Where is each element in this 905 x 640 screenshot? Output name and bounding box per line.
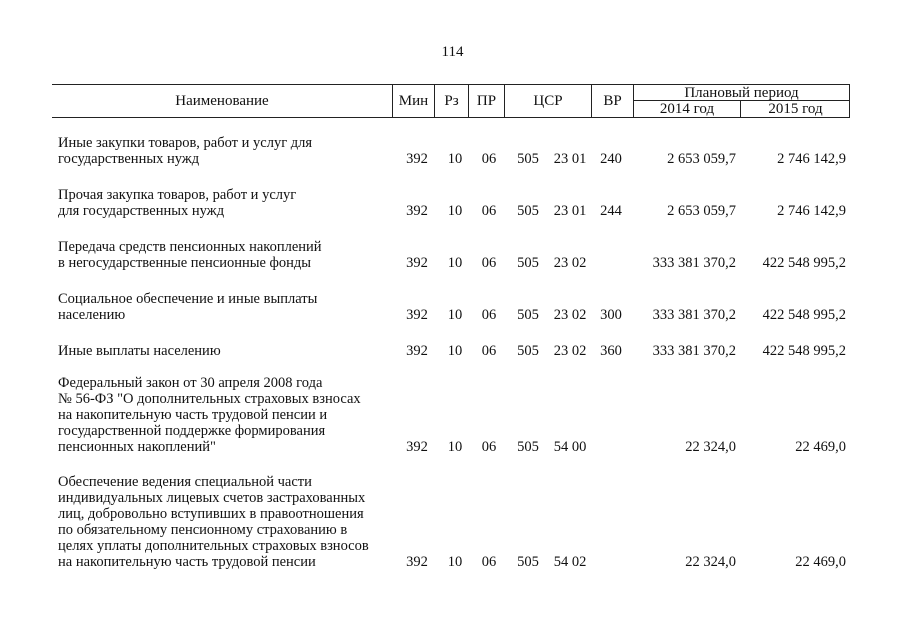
row-name-line: в негосударственные пенсионные фонды	[58, 255, 312, 271]
cell-min: 392	[406, 307, 428, 323]
row-name-line: пенсионных накоплений"	[58, 439, 216, 455]
header-pr: ПР	[476, 92, 497, 109]
row-name-line: Обеспечение ведения специальной части	[58, 474, 312, 490]
cell-pr: 06	[481, 439, 497, 455]
cell-csr-code: 23 02	[553, 307, 587, 323]
cell-rz: 10	[447, 151, 463, 167]
cell-min: 392	[406, 554, 428, 570]
cell-rz: 10	[447, 255, 463, 271]
row-name-line: Федеральный закон от 30 апреля 2008 года	[58, 375, 323, 391]
cell-vr: 360	[600, 343, 622, 359]
cell-vr: 300	[600, 307, 622, 323]
cell-csr-code: 23 02	[553, 343, 587, 359]
cell-min: 392	[406, 439, 428, 455]
row-name	[58, 135, 398, 167]
header-name: Наименование	[175, 92, 269, 109]
row-name	[58, 239, 398, 271]
table-header	[52, 84, 850, 118]
cell-2014: 2 653 059,7	[667, 203, 736, 219]
cell-csr-prefix: 505	[517, 343, 539, 359]
cell-min: 392	[406, 203, 428, 219]
cell-min: 392	[406, 151, 428, 167]
cell-min: 392	[406, 343, 428, 359]
cell-2015: 22 469,0	[795, 554, 846, 570]
header-vr: ВР	[603, 92, 622, 109]
row-name-line: № 56-ФЗ "О дополнительных страховых взносах	[58, 391, 361, 407]
cell-csr-prefix: 505	[517, 151, 539, 167]
cell-pr: 06	[481, 151, 497, 167]
row-name-line: для государственных нужд	[58, 203, 225, 219]
cell-2015: 422 548 995,2	[762, 307, 846, 323]
row-name-line: на накопительную часть трудовой пенсии и	[58, 407, 328, 423]
cell-2014: 333 381 370,2	[652, 343, 736, 359]
cell-2014: 22 324,0	[685, 554, 736, 570]
cell-2015: 422 548 995,2	[762, 255, 846, 271]
cell-pr: 06	[481, 307, 497, 323]
row-name-line: населению	[58, 307, 126, 323]
cell-pr: 06	[481, 203, 497, 219]
cell-2015: 2 746 142,9	[777, 203, 846, 219]
row-name-line: индивидуальных лицевых счетов застрахованных	[58, 490, 366, 506]
cell-pr: 06	[481, 255, 497, 271]
cell-csr-code: 23 02	[553, 255, 587, 271]
page-number: 114	[441, 44, 464, 60]
row-name-line: Иные выплаты населению	[58, 343, 221, 359]
header-rz: Рз	[444, 92, 459, 109]
cell-rz: 10	[447, 343, 463, 359]
cell-csr-code: 23 01	[553, 203, 587, 219]
cell-2015: 422 548 995,2	[762, 343, 846, 359]
row-name	[58, 375, 398, 455]
row-name-line: Прочая закупка товаров, работ и услуг	[58, 187, 297, 203]
cell-rz: 10	[447, 203, 463, 219]
row-name-line: на накопительную часть трудовой пенсии	[58, 554, 316, 570]
cell-csr-prefix: 505	[517, 255, 539, 271]
cell-2014: 333 381 370,2	[652, 307, 736, 323]
row-name-line: государственной поддержке формирования	[58, 423, 326, 439]
cell-2015: 2 746 142,9	[777, 151, 846, 167]
cell-pr: 06	[481, 343, 497, 359]
cell-2014: 2 653 059,7	[667, 151, 736, 167]
header-year-2014: 2014 год	[659, 101, 715, 117]
row-name-line: государственных нужд	[58, 151, 200, 167]
cell-rz: 10	[447, 307, 463, 323]
cell-csr-prefix: 505	[517, 439, 539, 455]
header-csr: ЦСР	[533, 92, 563, 109]
cell-vr: 240	[600, 151, 622, 167]
cell-csr-code: 54 02	[553, 554, 587, 570]
row-name	[58, 474, 398, 570]
cell-2014: 22 324,0	[685, 439, 736, 455]
header-divider	[849, 85, 850, 117]
header-year-2015: 2015 год	[768, 101, 823, 117]
row-name	[58, 343, 398, 359]
row-name-line: по обязательному пенсионному страхованию в	[58, 522, 348, 538]
row-name	[58, 291, 398, 323]
row-name-line: Передача средств пенсионных накоплений	[58, 239, 322, 255]
cell-rz: 10	[447, 554, 463, 570]
cell-2015: 22 469,0	[795, 439, 846, 455]
header-min: Мин	[398, 92, 429, 109]
header-planned-period: Плановый период	[684, 85, 799, 101]
cell-2014: 333 381 370,2	[652, 255, 736, 271]
cell-min: 392	[406, 255, 428, 271]
cell-pr: 06	[481, 554, 497, 570]
cell-vr: 244	[600, 203, 622, 219]
cell-csr-code: 54 00	[553, 439, 587, 455]
row-name	[58, 187, 398, 219]
cell-csr-prefix: 505	[517, 203, 539, 219]
row-name-line: лиц, добровольно вступивших в правоотношения	[58, 506, 364, 522]
cell-rz: 10	[447, 439, 463, 455]
row-name-line: Иные закупки товаров, работ и услуг для	[58, 135, 313, 151]
cell-csr-code: 23 01	[553, 151, 587, 167]
cell-csr-prefix: 505	[517, 554, 539, 570]
row-name-line: целях уплаты дополнительных страховых взносов	[58, 538, 369, 554]
row-name-line: Социальное обеспечение и иные выплаты	[58, 291, 318, 307]
cell-csr-prefix: 505	[517, 307, 539, 323]
